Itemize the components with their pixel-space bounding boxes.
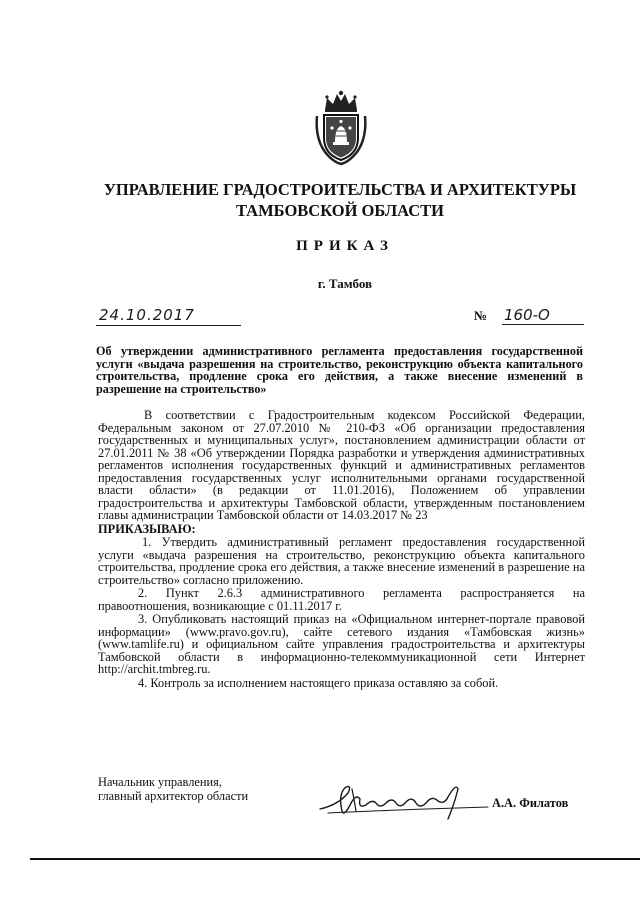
signatory-position <box>98 775 318 803</box>
number-underline <box>502 324 584 325</box>
order-date-value: 24.10.2017 <box>99 306 195 324</box>
organization-name <box>90 179 590 221</box>
order-item-1: 1. Утвердить административный регламент предоставления государственной услуги «выдача разрешения на строительство, реконструкцию объекта капитального строительства, продление срока его действия, а также внесение изменений в разрешение на строительство» согласно приложению. <box>98 535 585 587</box>
city-label: г. Тамбов <box>317 276 373 291</box>
order-title-text: Об утверждении административного регламента предоставления государственной услуги «выдача разрешения на строительство, реконструкцию объекта капитального строительства, продление срока его действия, а также внесение изменений в разрешение на строительство» <box>96 344 583 396</box>
order-title <box>96 345 583 395</box>
number-sign: № <box>474 308 488 323</box>
order-date <box>96 307 241 326</box>
signatory-name: А.А. Филатов <box>492 796 569 810</box>
order-number-value: 160-О <box>504 306 550 324</box>
signatory-position-line1: Начальник управления, <box>98 775 222 789</box>
coat-of-arms-icon <box>311 88 371 166</box>
handwritten-signature <box>308 775 493 825</box>
bottom-divider <box>30 858 640 860</box>
organization-name-line2: ТАМБОВСКОЙ ОБЛАСТИ <box>235 201 445 220</box>
organization-name-line1: УПРАВЛЕНИЕ ГРАДОСТРОИТЕЛЬСТВА И АРХИТЕКТУРЫ <box>103 180 577 199</box>
signatory-position-line2: главный архитектор области <box>98 789 249 803</box>
order-word: ПРИКАЗЫВАЮ: <box>98 521 196 536</box>
order-item-2: 2. Пункт 2.6.3 административного регламента распространяется на правоотношения, возникающие с 01.11.2017 г. <box>98 586 585 613</box>
order-item-4: 4. Контроль за исполнением настоящего приказа оставляю за собой. <box>138 675 499 690</box>
document-type: ПРИКАЗ <box>296 238 394 254</box>
preamble-paragraph: В соответствии с Градостроительным кодексом Российской Федерации, Федеральным законом от 27.07.2010 № 210-ФЗ «Об организации предоставления государственных и муниципальных услуг», постановлением администрации области от 27.01.2011 № 38 «Об утверждении Порядка разработки и утверждения административных регламентов исполнения государственных функций и административных регламентов предоставления государственных услуг исполнительными органами государственной власти области» (в редакции от 11.01.2016), Положением об управлении градостроительства и архитектуры Тамбовской области, утвержденным постановлением главы администрации Тамбовской области от 14.03.2017 № 23 <box>98 408 585 522</box>
order-body <box>98 409 585 689</box>
order-number <box>474 307 584 325</box>
order-item-3: 3. Опубликовать настоящий приказ на «Официальном интернет-портале правовой информации» (www.pravo.gov.ru), сайте сетевого издания «Тамбовская жизнь» (www.tamlife.ru) и официальном сайте управления градостроительства и архитектуры Тамбовской области в информационно-телекоммуникационной сети Интернет http://archit.tmbreg.ru. <box>98 612 585 676</box>
